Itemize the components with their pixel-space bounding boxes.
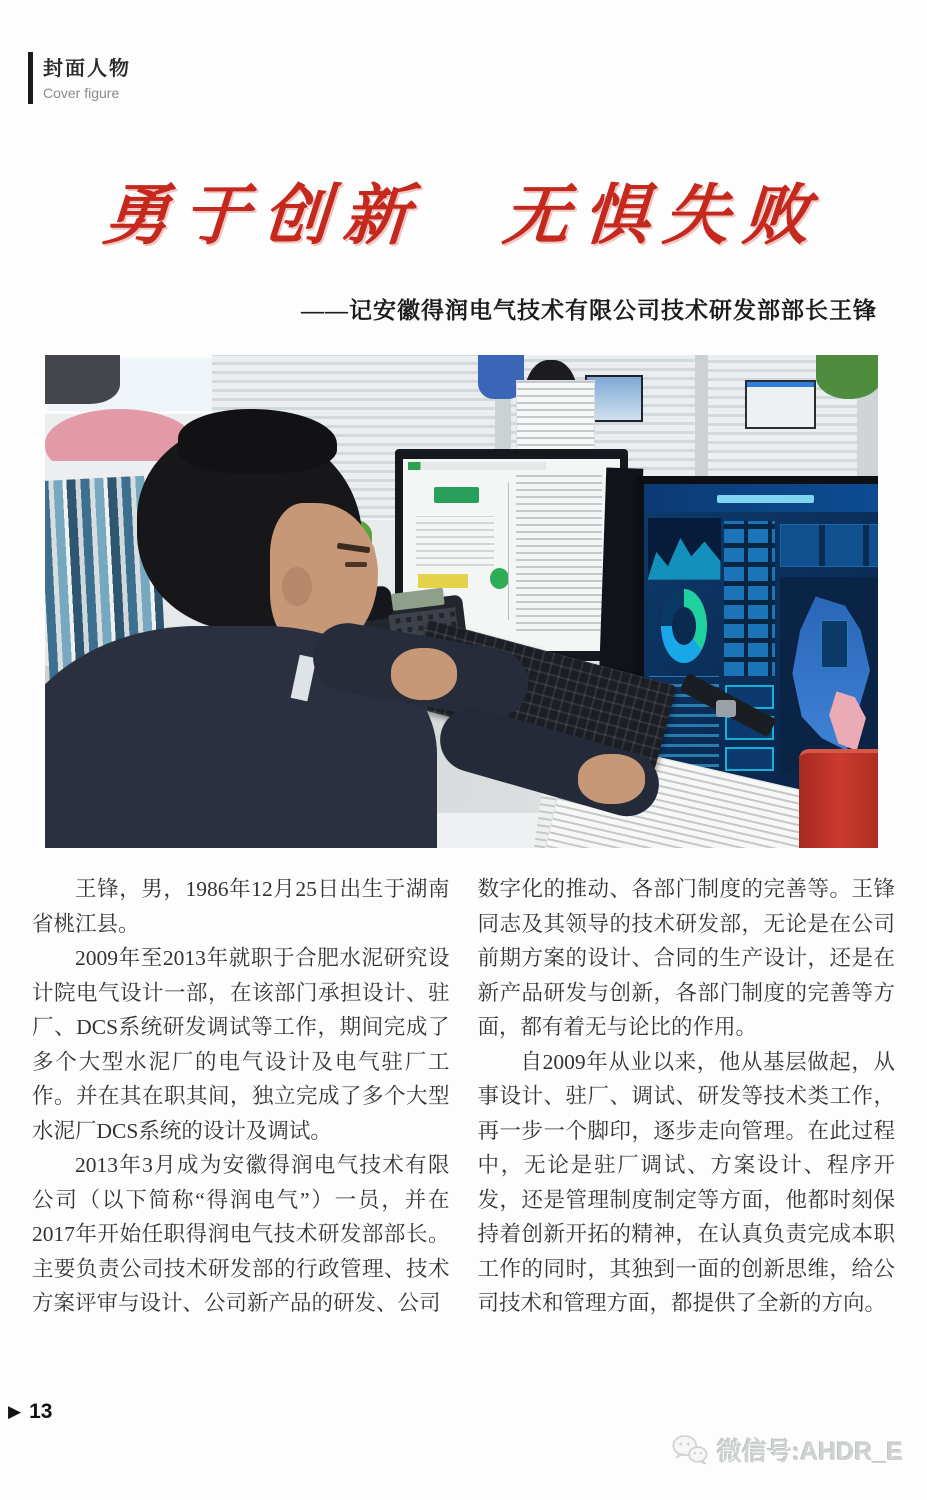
- paragraph: 2009年至2013年就职于合肥水泥研究设计院电气设计一部，在该部门承担设计、驻厂、DCS系统研发调试等工作，期间完成了多个大型水泥厂的电气设计及电气驻厂工作。并在其在职其间，独立完成了多个大型水泥厂DCS系统的设计及调试。: [32, 946, 450, 1143]
- engineer-eye: [345, 562, 367, 567]
- flow-connector: [508, 482, 509, 620]
- section-header: [28, 52, 131, 104]
- app-menubar: [408, 462, 547, 470]
- article-body: [32, 872, 895, 1321]
- paragraph: 2013年3月成为安徽得润电气技术有限公司（以下简称“得润电气”）一员，并在2017年开始任职得润电气技术研发部部长。主要负责公司技术研发部的行政管理、技术方案评审与设计、公司新产品的研发、公司: [32, 1153, 450, 1315]
- wechat-id-text: 微信号:AHDR_E: [716, 1438, 903, 1466]
- article-column-left: [32, 872, 450, 1321]
- green-oval-node: [490, 568, 509, 589]
- article-column-right: [478, 872, 896, 1321]
- section-title-en: Cover figure: [43, 85, 120, 101]
- background-monitor-2: [745, 380, 817, 429]
- map-label-box: [821, 620, 848, 667]
- article-title: 勇于创新 无惧失败: [100, 176, 826, 254]
- clamp-knob: [716, 700, 736, 717]
- document-text-right: [516, 474, 603, 631]
- dashboard-map: [780, 577, 878, 775]
- partition-post-2: [695, 355, 708, 493]
- gauge-donut: [661, 589, 707, 663]
- wechat-icon: [669, 1432, 711, 1468]
- office-photo: [45, 355, 878, 848]
- dashboard-header-title: [717, 495, 814, 503]
- section-accent-bar: [28, 52, 33, 104]
- article-subtitle: ——记安徽得润电气技术有限公司技术研发部部长王锋: [301, 298, 877, 323]
- green-badge: [434, 487, 479, 502]
- red-thermos: [799, 749, 878, 848]
- wechat-watermark: [669, 1432, 903, 1468]
- paragraph: 王锋，男，1986年12月25日出生于湖南省桃江县。: [32, 877, 450, 936]
- engineer-hand-keyboard: [391, 648, 458, 700]
- trend-chart: [648, 518, 721, 580]
- kpi-box-3: [725, 747, 774, 772]
- paragraph: 自2009年从业以来，他从基层做起，从事设计、驻厂、调试、研发等技术类工作，再一步一个脚印，逐步走向管理。在此过程中，无论是驻厂调试、方案设计、程序开发，还是管理制度制定等方面，他都时刻保持着创新开拓的精神，在认真负责完成本职工作的同时，其独到一面的创新思维，给公司技术和管理方面，都提供了全新的方向。: [477, 1049, 895, 1315]
- document-text-left: [416, 516, 494, 566]
- engineer-hand-mouse: [578, 754, 645, 803]
- stat-tile-row: [780, 524, 878, 567]
- dashboard-screen: [644, 484, 878, 793]
- paragraph: 数字化的推动、各部门制度的完善等。王锋同志及其领导的技术研发部，无论是在公司前期方案的设计、合同的生产设计，还是在新产品研发与创新，各部门制度的完善等方面，都有着无与论比的作用。: [477, 877, 895, 1039]
- page-number: [8, 1400, 52, 1424]
- page-number-value: 13: [29, 1400, 53, 1423]
- engineer-hair-top: [178, 409, 336, 473]
- tile-grid: [724, 521, 775, 675]
- yellow-highlight: [418, 574, 468, 588]
- page-marker-icon: ▶: [8, 1402, 22, 1421]
- section-title-cn: 封面人物: [43, 58, 131, 80]
- dark-corner-object: [45, 355, 120, 404]
